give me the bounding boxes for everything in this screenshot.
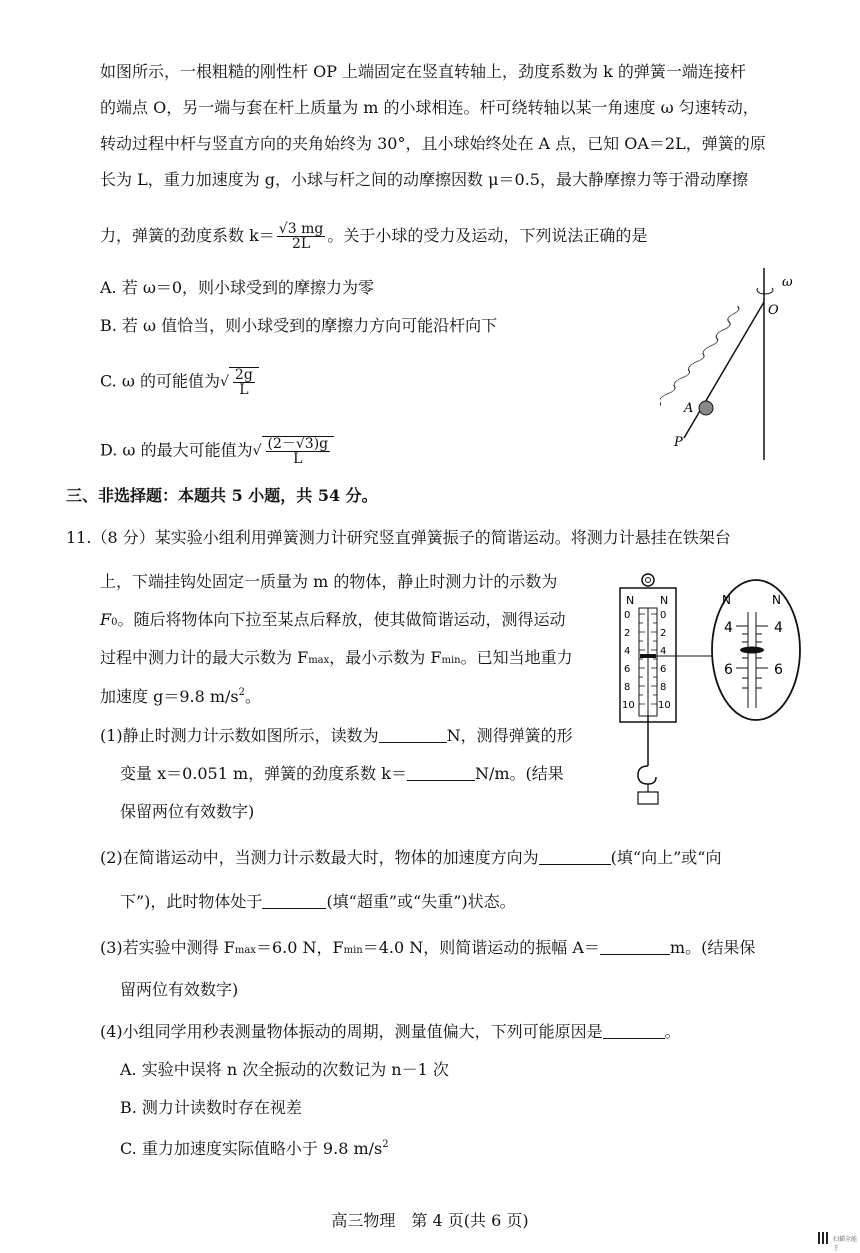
svg-text:8: 8 <box>660 682 667 693</box>
q10-line3: 转动过程中杆与竖直方向的夹角始终为 30°，且小球始终处在 A 点，已知 OA＝2L，弹簧的原 <box>100 134 766 153</box>
svg-text:4: 4 <box>660 646 667 657</box>
zoom-tick-label: 6 <box>724 662 733 678</box>
ball-a <box>699 401 713 415</box>
page-footer: 高三物理 第 4 页(共 6 页) <box>331 1211 529 1230</box>
q11-intro-line4: 过程中测力计的最大示数为 Fmax，最小示数为 Fmin。已知当地重力 <box>100 648 573 667</box>
q11-intro-line1: 11.（8 分）某实验小组利用弹簧测力计研究竖直弹簧振子的简谐运动。将测力计悬挂在铁架台 <box>66 528 731 547</box>
point-p-label: P <box>674 435 683 450</box>
q11-part2-line1: (2)在简谐运动中，当测力计示数最大时，物体的加速度方向为 (填“向上”或“向 <box>100 848 722 867</box>
q10-line4: 长为 L，重力加速度为 g，小球与杆之间的动摩擦因数 μ＝0.5，最大静摩擦力等于滑动摩擦 <box>100 170 748 189</box>
spring-scale-figure <box>612 570 812 810</box>
zoom-tick-label: 4 <box>774 620 783 636</box>
q10-option-d: D. ω 的最大可能值为√ $\frac{(2-√3)g}{L}$ <box>100 436 334 466</box>
q11-intro-line3: F0。随后将物体向下拉至某点后释放，使其做简谐运动，测得运动 <box>100 610 566 629</box>
answer-blank[interactable] <box>539 864 611 865</box>
answer-blank[interactable] <box>407 780 475 781</box>
q11-part1-line2: 变量 x＝0.051 m，弹簧的劲度系数 k＝ N/m。(结果 <box>120 764 564 783</box>
q11-part3-line1: (3)若实验中测得 Fmax＝6.0 N，Fmin＝4.0 N，则简谐运动的振幅 A＝ m。(结果保 <box>100 938 756 957</box>
scale-unit-left: N <box>626 594 635 607</box>
q11-intro-line5: 加速度 g＝9.8 $m/s^2$。 <box>100 687 262 706</box>
q11-option-b: B. 测力计读数时存在视差 <box>120 1098 302 1117</box>
svg-text:10: 10 <box>622 700 635 711</box>
rod-op <box>684 302 764 438</box>
hook-icon <box>638 766 656 784</box>
svg-text:0: 0 <box>624 610 631 621</box>
scale-unit-right: N <box>660 594 669 607</box>
hanging-mass <box>638 792 658 804</box>
point-o-label: O <box>768 303 779 318</box>
zoom-unit-left: N <box>722 593 731 607</box>
svg-text:8: 8 <box>624 682 631 693</box>
svg-text:2: 2 <box>660 628 667 639</box>
scanner-watermark: 扫描全能王 <box>833 1236 858 1252</box>
q11-part1-line1: (1)静止时测力计示数如图所示，读数为 N，测得弹簧的形 <box>100 726 573 745</box>
svg-text:6: 6 <box>624 664 631 675</box>
zoom-pointer <box>740 647 764 654</box>
scale-pointer <box>640 654 656 658</box>
scale-tick-labels <box>622 610 671 711</box>
svg-text:0: 0 <box>660 610 667 621</box>
point-a-label: A <box>684 401 694 416</box>
sqrt-expression: √ $\frac{(2-√3)g}{L}$ <box>253 436 335 466</box>
hanging-ring-icon <box>642 574 654 586</box>
svg-text:10: 10 <box>658 700 671 711</box>
answer-blank[interactable] <box>600 954 670 955</box>
zoom-tick-label: 6 <box>774 662 783 678</box>
q10-line2: 的端点 O，另一端与套在杆上质量为 m 的小球相连。杆可绕转轴以某一角速度 ω 匀速转动， <box>100 98 759 117</box>
svg-text:2: 2 <box>624 628 631 639</box>
answer-blank[interactable] <box>262 908 326 909</box>
q10-option-a: A. 若 ω＝0，则小球受到的摩擦力为零 <box>100 278 375 297</box>
zoom-ticks <box>736 626 768 688</box>
answer-blank[interactable] <box>379 742 447 743</box>
rotation-arrow-icon <box>757 288 773 294</box>
svg-text:6: 6 <box>660 664 667 675</box>
qr-code-icon <box>818 1232 830 1244</box>
q11-part2-line2: 下”)，此时物体处于 (填“超重”或“失重”)状态。 <box>120 892 516 911</box>
q10-line1: 如图所示，一根粗糙的刚性杆 OP 上端固定在竖直转轴上，劲度系数为 k 的弹簧一端连接杆 <box>100 62 746 81</box>
q11-option-c: C. 重力加速度实际值略小于 9.8 $m/s^2$ <box>120 1139 389 1158</box>
q11-option-a: A. 实验中误将 n 次全振动的次数记为 n－1 次 <box>120 1060 449 1079</box>
q11-intro-line2: 上，下端挂钩处固定一质量为 m 的物体，静止时测力计的示数为 <box>100 572 558 591</box>
answer-blank[interactable] <box>603 1038 665 1039</box>
spring-constant-fraction: $\frac{√3 mg}{2L}$ <box>278 221 324 252</box>
q10-option-b: B. 若 ω 值恰当，则小球受到的摩擦力方向可能沿杆向下 <box>100 316 498 335</box>
section-heading: 三、非选择题：本题共 5 小题，共 54 分。 <box>66 486 378 505</box>
zoom-tick-label: 4 <box>724 620 733 636</box>
sqrt-expression: √ $\frac{2g}{L}$ <box>220 367 259 397</box>
svg-text:4: 4 <box>624 646 631 657</box>
rotating-rod-figure <box>660 262 800 462</box>
omega-label: ω <box>782 275 793 290</box>
q11-part4: (4)小组同学用秒表测量物体振动的周期，测量值偏大，下列可能原因是 。 <box>100 1022 681 1041</box>
q11-part1-line3: 保留两位有效数字) <box>120 802 255 821</box>
q10-line5: 力，弹簧的劲度系数 k＝ $\frac{√3 mg}{2L}$ 。关于小球的受力及运动，下列说法正确的是 <box>100 221 648 252</box>
q10-option-c: C. ω 的可能值为√ $\frac{2g}{L}$ <box>100 367 259 397</box>
zoom-unit-right: N <box>772 593 781 607</box>
q11-part3-line2: 留两位有效数字) <box>120 980 239 999</box>
